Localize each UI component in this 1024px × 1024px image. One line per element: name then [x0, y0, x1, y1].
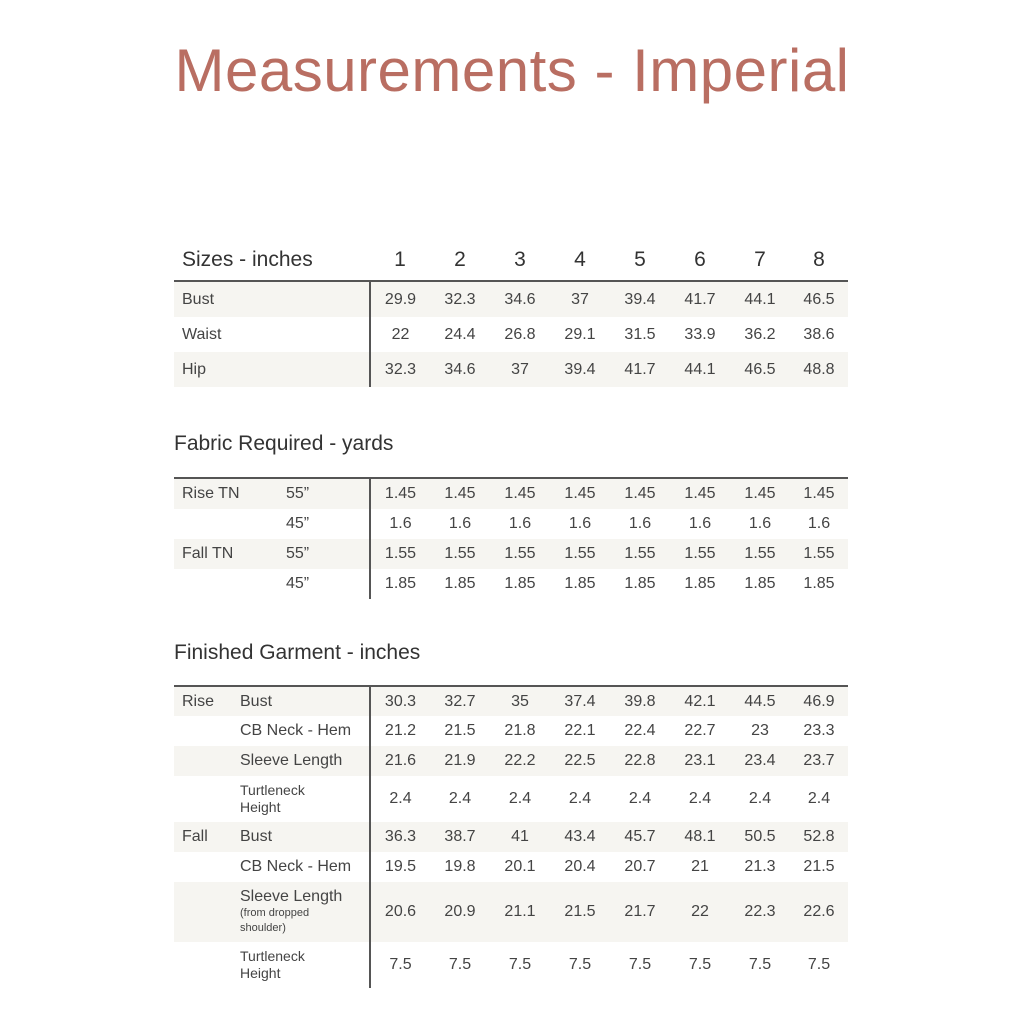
value-cell: 1.85 — [504, 575, 536, 592]
value-cell: 20.7 — [624, 858, 656, 875]
value-cell: 41.7 — [610, 352, 670, 387]
value-cell: 2.4 — [628, 790, 652, 807]
value-cell: 21.2 — [370, 716, 430, 746]
value-cell: 1.6 — [628, 515, 652, 532]
label-text: Sleeve Length — [240, 888, 343, 905]
value-cell: 36.3 — [370, 822, 430, 852]
value-cell: 23.1 — [670, 746, 730, 776]
value-cell: 22.6 — [790, 882, 848, 942]
size-column-header: 7 — [730, 240, 790, 281]
value-cell: 46.9 — [790, 686, 848, 716]
value-cell: 44.1 — [670, 352, 730, 387]
page-title: Measurements - Imperial — [174, 37, 850, 104]
value-cell: 33.9 — [684, 325, 716, 343]
garment-measurement-label — [240, 746, 370, 776]
garment-row — [174, 776, 848, 822]
value-cell: 1.55 — [790, 539, 848, 569]
value-cell: 32.3 — [370, 352, 430, 387]
garment-group-label: Fall — [174, 822, 240, 852]
value-cell: 1.85 — [370, 569, 430, 599]
garment-measurement-label — [240, 852, 370, 882]
sizes-table — [174, 240, 848, 387]
value-cell: 7.5 — [370, 942, 430, 988]
value-cell: 34.6 — [430, 352, 490, 387]
value-cell: 38.6 — [803, 325, 835, 343]
value-cell: 7.5 — [568, 956, 592, 973]
value-cell: 52.8 — [790, 822, 848, 852]
value-cell: 41 — [490, 822, 550, 852]
garment-row — [174, 852, 848, 882]
value-cell: 7.5 — [628, 956, 652, 973]
value-cell: 1.6 — [568, 515, 592, 532]
size-column-header: 2 — [430, 240, 490, 281]
value-cell: 1.55 — [610, 539, 670, 569]
value-cell: 19.8 — [444, 858, 476, 875]
value-cell: 1.6 — [748, 515, 772, 532]
garment-measurement-label — [240, 686, 370, 716]
value-cell: 32.7 — [430, 686, 490, 716]
garment-row — [174, 746, 848, 776]
sizes-header-row — [174, 240, 848, 281]
garment-group-label — [174, 942, 240, 988]
fabric-width-label: 55” — [286, 539, 370, 569]
fabric-style-label — [174, 509, 286, 539]
value-cell: 48.8 — [790, 352, 848, 387]
value-cell: 20.6 — [370, 882, 430, 942]
value-cell: 22.8 — [610, 746, 670, 776]
value-cell: 7.5 — [448, 956, 472, 973]
fabric-style-label: Rise TN — [174, 478, 286, 509]
garment-measurement-label — [240, 822, 370, 852]
value-cell: 1.85 — [564, 575, 596, 592]
value-cell: 32.3 — [430, 281, 490, 317]
label-note: shoulder) — [240, 922, 286, 934]
value-cell: 21.1 — [490, 882, 550, 942]
value-cell: 23.3 — [803, 722, 835, 739]
size-column-header: 5 — [610, 240, 670, 281]
value-cell: 2.4 — [448, 790, 472, 807]
value-cell: 21.9 — [430, 746, 490, 776]
value-cell: 42.1 — [670, 686, 730, 716]
value-cell: 2.4 — [748, 790, 772, 807]
size-column-header: 4 — [550, 240, 610, 281]
fabric-table — [174, 477, 848, 599]
value-cell: 21 — [691, 858, 709, 875]
value-cell: 22.5 — [550, 746, 610, 776]
garment-table — [174, 685, 848, 988]
garment-row — [174, 882, 848, 942]
value-cell: 1.6 — [807, 515, 831, 532]
value-cell: 46.5 — [790, 281, 848, 317]
value-cell: 38.7 — [430, 822, 490, 852]
fabric-width-label: 55” — [286, 478, 370, 509]
value-cell: 36.2 — [744, 325, 776, 343]
garment-group-label — [174, 776, 240, 822]
value-cell: 7.5 — [807, 956, 831, 973]
garment-group-label — [174, 882, 240, 942]
value-cell: 1.85 — [744, 575, 776, 592]
garment-group-label: Rise — [174, 686, 240, 716]
value-cell: 43.4 — [550, 822, 610, 852]
value-cell: 20.4 — [564, 858, 596, 875]
garment-measurement-label — [240, 882, 370, 942]
value-cell: 7.5 — [748, 956, 772, 973]
value-cell: 21.5 — [803, 858, 835, 875]
value-cell: 23.7 — [790, 746, 848, 776]
fabric-row — [174, 569, 848, 599]
measurement-label: Hip — [174, 352, 370, 387]
size-column-header: 3 — [490, 240, 550, 281]
fabric-heading: Fabric Required - yards — [174, 432, 394, 455]
value-cell: 2.4 — [568, 790, 592, 807]
value-cell: 1.55 — [550, 539, 610, 569]
value-cell: 1.85 — [624, 575, 656, 592]
value-cell: 1.85 — [684, 575, 716, 592]
garment-measurement-label — [240, 776, 370, 822]
value-cell: 22.1 — [564, 722, 596, 739]
value-cell: 1.45 — [730, 478, 790, 509]
garment-row — [174, 716, 848, 746]
value-cell: 1.85 — [803, 575, 835, 592]
value-cell: 22.3 — [730, 882, 790, 942]
value-cell: 1.85 — [444, 575, 476, 592]
fabric-row — [174, 509, 848, 539]
value-cell: 46.5 — [730, 352, 790, 387]
garment-row — [174, 822, 848, 852]
value-cell: 1.6 — [688, 515, 712, 532]
label-line: Turtleneck — [240, 782, 305, 798]
value-cell: 1.55 — [490, 539, 550, 569]
value-cell: 37.4 — [550, 686, 610, 716]
garment-group-label — [174, 716, 240, 746]
value-cell: 21.6 — [370, 746, 430, 776]
value-cell: 1.45 — [490, 478, 550, 509]
value-cell: 41.7 — [670, 281, 730, 317]
label-line: Turtleneck — [240, 948, 305, 964]
garment-group-label — [174, 746, 240, 776]
measurement-row — [174, 281, 848, 317]
value-cell: 1.6 — [508, 515, 532, 532]
value-cell: 22.4 — [624, 722, 656, 739]
garment-group-label — [174, 852, 240, 882]
value-cell: 2.4 — [508, 790, 532, 807]
value-cell: 22 — [670, 882, 730, 942]
value-cell: 31.5 — [624, 325, 656, 343]
value-cell: 20.1 — [504, 858, 536, 875]
garment-row — [174, 686, 848, 716]
value-cell: 21.8 — [504, 722, 536, 739]
size-column-header: 1 — [370, 240, 430, 281]
value-cell: 1.55 — [670, 539, 730, 569]
value-cell: 45.7 — [610, 822, 670, 852]
value-cell: 22.2 — [490, 746, 550, 776]
value-cell: 39.4 — [610, 281, 670, 317]
fabric-row — [174, 478, 848, 509]
garment-measurement-label — [240, 942, 370, 988]
size-column-header: 8 — [790, 240, 848, 281]
value-cell: 39.8 — [610, 686, 670, 716]
fabric-row — [174, 539, 848, 569]
label-line: Height — [240, 799, 281, 815]
value-cell: 1.45 — [430, 478, 490, 509]
value-cell: 7.5 — [688, 956, 712, 973]
value-cell: 39.4 — [550, 352, 610, 387]
value-cell: 44.5 — [730, 686, 790, 716]
measurement-label: Bust — [174, 281, 370, 317]
value-cell: 26.8 — [504, 325, 536, 343]
fabric-style-label: Fall TN — [174, 539, 286, 569]
measurement-row — [174, 352, 848, 387]
label-note: (from dropped — [240, 907, 310, 919]
label-text: Sleeve Length — [240, 752, 343, 769]
value-cell: 1.55 — [730, 539, 790, 569]
value-cell: 1.45 — [370, 478, 430, 509]
value-cell: 7.5 — [508, 956, 532, 973]
fabric-width-label: 45” — [286, 515, 310, 532]
label-text: CB Neck - Hem — [240, 858, 352, 875]
label-text: Bust — [240, 828, 273, 845]
value-cell: 2.4 — [807, 790, 831, 807]
value-cell: 1.55 — [430, 539, 490, 569]
value-cell: 21.3 — [744, 858, 776, 875]
value-cell: 21.5 — [550, 882, 610, 942]
measurement-label: Waist — [182, 325, 222, 343]
value-cell: 1.45 — [550, 478, 610, 509]
value-cell: 24.4 — [444, 325, 476, 343]
value-cell: 22 — [370, 317, 430, 352]
label-text: CB Neck - Hem — [240, 722, 352, 739]
value-cell: 1.55 — [370, 539, 430, 569]
fabric-width-label: 45” — [286, 575, 310, 592]
value-cell: 23.4 — [730, 746, 790, 776]
value-cell: 29.1 — [564, 325, 596, 343]
value-cell: 2.4 — [370, 776, 430, 822]
fabric-style-label — [174, 569, 286, 599]
size-column-header: 6 — [670, 240, 730, 281]
garment-measurement-label — [240, 716, 370, 746]
value-cell: 1.45 — [610, 478, 670, 509]
value-cell: 22.7 — [684, 722, 716, 739]
value-cell: 29.9 — [370, 281, 430, 317]
value-cell: 48.1 — [670, 822, 730, 852]
value-cell: 37 — [550, 281, 610, 317]
value-cell: 19.5 — [370, 852, 430, 882]
value-cell: 20.9 — [430, 882, 490, 942]
value-cell: 30.3 — [370, 686, 430, 716]
value-cell: 1.6 — [448, 515, 472, 532]
value-cell: 50.5 — [730, 822, 790, 852]
value-cell: 21.5 — [444, 722, 476, 739]
value-cell: 23 — [751, 722, 769, 739]
label-text: Bust — [240, 692, 273, 710]
garment-heading: Finished Garment - inches — [174, 641, 421, 664]
measurement-row — [174, 317, 848, 352]
sizes-heading: Sizes - inches — [174, 240, 370, 281]
value-cell: 37 — [490, 352, 550, 387]
value-cell: 2.4 — [688, 790, 712, 807]
value-cell: 35 — [490, 686, 550, 716]
garment-row — [174, 942, 848, 988]
label-line: Height — [240, 965, 281, 981]
value-cell: 1.45 — [790, 478, 848, 509]
value-cell: 1.45 — [670, 478, 730, 509]
value-cell: 44.1 — [730, 281, 790, 317]
value-cell: 21.7 — [610, 882, 670, 942]
value-cell: 1.6 — [370, 509, 430, 539]
value-cell: 34.6 — [490, 281, 550, 317]
